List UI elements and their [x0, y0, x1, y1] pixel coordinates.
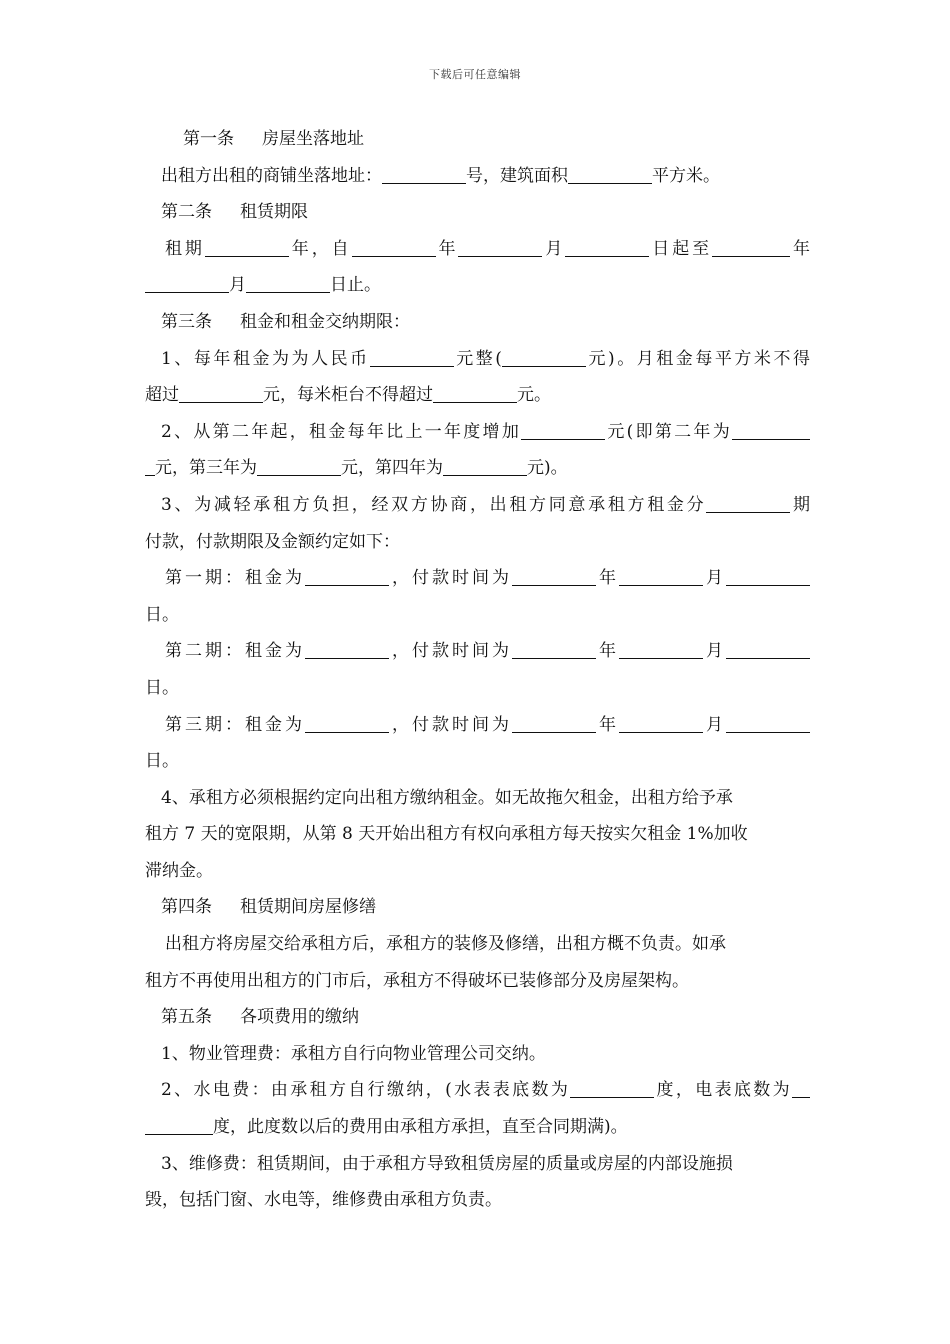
article-2-heading [145, 194, 810, 231]
start-month-blank[interactable] [458, 237, 542, 257]
term-years-blank[interactable] [205, 237, 289, 257]
per-sqm-rent-blank[interactable] [179, 383, 263, 403]
article-4-line-2: 租方不再使用出租方的门市后，承租方不得破坏已装修部分及房屋架构。 [145, 970, 689, 991]
text: 度，电表底数为 [654, 1080, 792, 1101]
end-day-blank[interactable] [246, 273, 330, 293]
text: 第一期：租金为 [165, 568, 305, 589]
period-1-line [145, 560, 810, 597]
rent-item-1-line-2 [145, 377, 810, 414]
article-1-address-line [145, 158, 810, 195]
rent-item-4-line-1: 4、承租方必须根据约定向出租方缴纳租金。如无故拖欠租金，出租方给予承 [161, 787, 733, 808]
second-year-blank[interactable] [732, 420, 810, 440]
text: 年 [596, 714, 619, 735]
page-header: 下载后可任意编辑 [429, 68, 521, 81]
article-3-heading [145, 304, 810, 341]
period-1-day-blank[interactable] [726, 566, 810, 586]
period-3-amount-blank[interactable] [305, 713, 389, 733]
text: 元(即第二年为 [605, 421, 732, 442]
text: 度，此度数以后的费用由承租方承担，直至合同期满)。 [213, 1117, 628, 1138]
start-year-blank[interactable] [352, 237, 436, 257]
period-2-month-blank[interactable] [619, 639, 703, 659]
fourth-year-blank[interactable] [443, 456, 527, 476]
text: 元)。月租金每平方米不得 [585, 348, 810, 369]
per-meter-counter-blank[interactable] [433, 383, 517, 403]
text: 平方米。 [652, 165, 720, 186]
water-meter-blank[interactable] [570, 1078, 654, 1098]
period-3-day-blank[interactable] [726, 713, 810, 733]
end-month-blank[interactable] [145, 273, 229, 293]
period-2-day-blank[interactable] [726, 639, 810, 659]
text: 月 [229, 275, 246, 296]
rent-item-4-line-2: 租方 7 天的宽限期，从第 8 天开始出租方有权向承租方每天按实欠租金 1%加收 [145, 824, 748, 845]
period-2-line [145, 633, 810, 670]
article-number: 第五条 [161, 1007, 212, 1028]
area-blank[interactable] [568, 164, 652, 184]
annual-rent-figure-blank[interactable] [502, 347, 586, 367]
article-title: 租金和租金交纳期限： [240, 311, 410, 332]
rent-item-3-line-1 [145, 487, 810, 524]
text: 月 [542, 238, 566, 259]
text: 日起至 [649, 238, 713, 259]
article-4-heading [145, 889, 810, 926]
text: 1、每年租金为为人民币 [161, 348, 370, 369]
text: 日止。 [330, 275, 381, 296]
article-5-heading [145, 999, 810, 1036]
article-title: 租赁期限 [240, 202, 308, 223]
text: 2、从第二年起，租金每年比上一年度增加 [161, 421, 522, 442]
fee-item-2-line-1 [145, 1072, 810, 1109]
fee-item-3-line-2: 毁，包括门窗、水电等，维修费由承租方负责。 [145, 1190, 502, 1211]
fee-item-1: 1、物业管理费：承租方自行向物业管理公司交纳。 [161, 1043, 546, 1064]
article-title: 房屋坐落地址 [262, 129, 364, 149]
third-year-blank[interactable] [257, 456, 341, 476]
start-day-blank[interactable] [565, 237, 649, 257]
rent-item-1-line-1 [145, 341, 810, 378]
article-number: 第四条 [161, 897, 212, 918]
period-1-day-suffix: 日。 [145, 604, 179, 625]
text: 元整( [453, 348, 502, 369]
text: 年 [596, 568, 619, 589]
article-2-term-line-2 [145, 267, 810, 304]
text: ，付款时间为 [389, 714, 512, 735]
text: 元，每米柜台不得超过 [263, 385, 433, 406]
text: ，付款时间为 [389, 641, 512, 662]
rent-item-3-line-2: 付款，付款期限及金额约定如下： [145, 531, 400, 552]
electric-meter-blank[interactable] [792, 1078, 810, 1098]
fee-item-3-line-1: 3、维修费：租赁期间，由于承租方导致租赁房屋的质量或房屋的内部设施损 [161, 1153, 733, 1174]
increase-blank[interactable] [521, 420, 605, 440]
electric-meter-blank-cont[interactable] [145, 1115, 213, 1135]
article-4-line-1: 出租方将房屋交给承租方后，承租方的装修及修缮，出租方概不负责。如承 [165, 934, 726, 955]
text: 出租方出租的商铺坐落地址： [161, 165, 382, 186]
text: 年 [435, 238, 459, 259]
annual-rent-blank[interactable] [370, 347, 454, 367]
rent-item-2-line-2 [145, 450, 810, 487]
text: 第二期：租金为 [165, 641, 305, 662]
period-2-amount-blank[interactable] [305, 639, 389, 659]
period-2-day-suffix: 日。 [145, 677, 179, 698]
period-1-year-blank[interactable] [512, 566, 596, 586]
period-1-month-blank[interactable] [619, 566, 703, 586]
fee-item-2-line-2 [145, 1109, 810, 1146]
article-number: 第三条 [161, 311, 212, 332]
text: 年，自 [288, 238, 352, 259]
period-3-day-suffix: 日。 [145, 751, 179, 772]
article-1-heading [145, 121, 810, 158]
text: 年 [790, 238, 810, 259]
text: 元，第四年为 [341, 458, 443, 479]
article-2-term-line-1 [145, 231, 810, 268]
text: 超过 [145, 385, 179, 406]
text: 元)。 [527, 458, 568, 479]
article-number: 第二条 [161, 202, 212, 223]
text: 元，第三年为 [155, 458, 257, 479]
rent-item-2-line-1 [145, 414, 810, 451]
text: 租期 [165, 238, 205, 259]
article-title: 租赁期间房屋修缮 [240, 897, 376, 918]
text: 元。 [517, 385, 551, 406]
article-title: 各项费用的缴纳 [240, 1007, 359, 1028]
text: 期 [790, 494, 810, 515]
period-3-year-blank[interactable] [512, 713, 596, 733]
article-number: 第一条 [183, 129, 234, 149]
installments-blank[interactable] [706, 493, 790, 513]
text: 3、为减轻承租方负担，经双方协商，出租方同意承租方租金分 [161, 494, 707, 515]
text: 月 [703, 568, 726, 589]
rent-item-4-line-3: 滞纳金。 [145, 860, 213, 881]
text: 号，建筑面积 [466, 165, 568, 186]
text: 2、水电费：由承租方自行缴纳，(水表表底数为 [161, 1080, 571, 1101]
text: 月 [703, 714, 726, 735]
period-2-year-blank[interactable] [512, 639, 596, 659]
end-year-blank[interactable] [712, 237, 790, 257]
second-year-blank-cont[interactable] [145, 456, 155, 476]
text: ，付款时间为 [389, 568, 512, 589]
period-3-month-blank[interactable] [619, 713, 703, 733]
period-3-line [145, 707, 810, 744]
text: 月 [703, 641, 726, 662]
period-1-amount-blank[interactable] [305, 566, 389, 586]
contract-body [145, 121, 810, 1219]
text: 第三期：租金为 [165, 714, 305, 735]
address-blank[interactable] [382, 164, 466, 184]
text: 年 [596, 641, 619, 662]
